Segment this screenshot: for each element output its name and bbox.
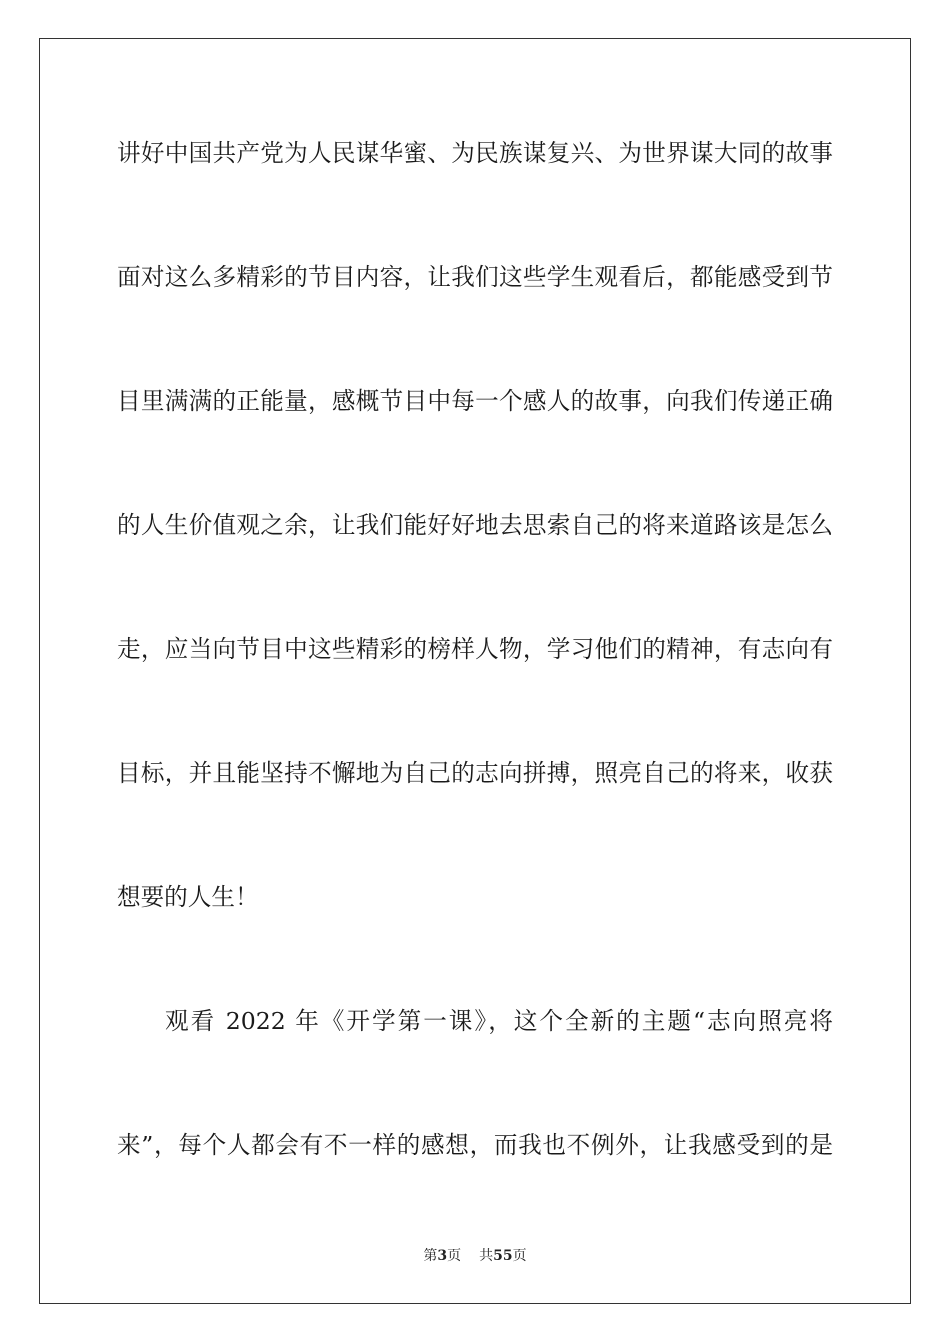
text-line-7: 想要的人生！ bbox=[117, 883, 259, 911]
text-line-8: 观看 2022 年《开学第一课》，这个全新的主题“志向照亮将 bbox=[165, 1007, 833, 1035]
total-suffix: 页 bbox=[512, 1248, 527, 1264]
page-prefix: 第 bbox=[423, 1248, 438, 1264]
total-pages: 55 bbox=[493, 1248, 513, 1264]
text-line-4: 的人生价值观之余，让我们能好好地去思索自己的将来道路该是怎么 bbox=[117, 511, 833, 539]
text-line-2: 面对这么多精彩的节目内容，让我们这些学生观看后，都能感受到节 bbox=[117, 263, 833, 291]
page-suffix: 页 bbox=[447, 1248, 462, 1264]
page-number: 3 bbox=[437, 1248, 448, 1264]
text-line-3: 目里满满的正能量，感概节目中每一个感人的故事，向我们传递正确 bbox=[117, 387, 833, 415]
text-line-5: 走，应当向节目中这些精彩的榜样人物，学习他们的精神，有志向有 bbox=[117, 635, 833, 663]
text-line-6: 目标，并且能坚持不懈地为自己的志向拼搏，照亮自己的将来，收获 bbox=[117, 759, 833, 787]
total-prefix: 共 bbox=[479, 1248, 494, 1264]
text-line-9: 来”，每个人都会有不一样的感想，而我也不例外，让我感受到的是 bbox=[117, 1131, 833, 1159]
text-line-1: 讲好中国共产党为人民谋华蜜、为民族谋复兴、为世界谋大同的故事 bbox=[117, 139, 833, 167]
document-body bbox=[117, 128, 833, 1244]
page-footer bbox=[0, 1246, 950, 1266]
